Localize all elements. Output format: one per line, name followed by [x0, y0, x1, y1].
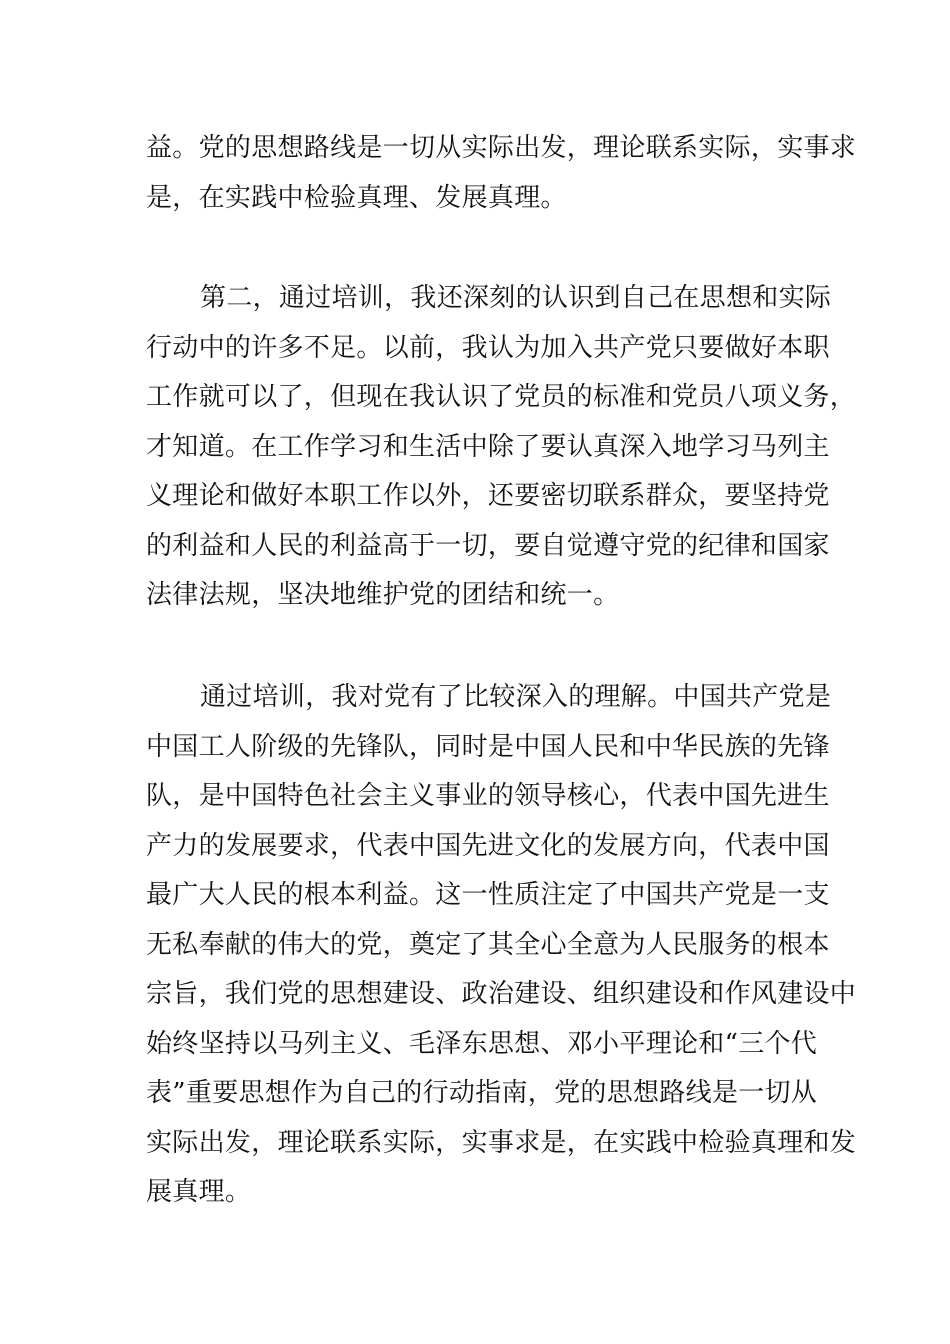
text-line: 始终坚持以马列主义、毛泽东思想、邓小平理论和“三个代 [146, 1028, 818, 1059]
text-line: 工作就可以了，但现在我认识了党员的标准和党员八项义务， [146, 382, 857, 412]
text-line: 中国工人阶级的先锋队，同时是中国人民和中华民族的先锋 [146, 731, 830, 762]
paragraph-3 [146, 673, 857, 1218]
text-line: 是，在实践中检验真理、发展真理。 [146, 182, 567, 213]
text-line: 宗旨，我们党的思想建设、政治建设、组织建设和作风建设中 [146, 979, 857, 1009]
text-line: 队，是中国特色社会主义事业的领导核心，代表中国先进生 [146, 781, 830, 811]
text-line: 实际出发，理论联系实际，实事求是，在实践中检验真理和发 [146, 1127, 857, 1158]
paragraph-1 [146, 124, 857, 223]
paragraph-2 [146, 274, 857, 621]
text-line: 法律法规，坚决地维护党的团结和统一。 [146, 580, 620, 610]
text-line: 表”重要思想作为自己的行动指南，党的思想路线是一切从 [146, 1078, 818, 1108]
text-line: 义理论和做好本职工作以外，还要密切联系群众，要坚持党 [146, 481, 830, 511]
text-line: 无私奉献的伟大的党，奠定了其全心全意为人民服务的根本 [146, 929, 830, 960]
text-line: 最广大人民的根本利益。这一性质注定了中国共产党是一支 [146, 880, 830, 910]
text-line: 产力的发展要求，代表中国先进文化的发展方向，代表中国 [146, 830, 830, 861]
text-line: 的利益和人民的利益高于一切，要自觉遵守党的纪律和国家 [146, 530, 830, 561]
text-line: 行动中的许多不足。以前，我认为加入共产党只要做好本职 [146, 332, 830, 363]
text-line: 通过培训，我对党有了比较深入的理解。中国共产党是 [200, 682, 832, 712]
text-line: 第二，通过培训，我还深刻的认识到自己在思想和实际 [200, 283, 832, 313]
text-line: 展真理。 [146, 1177, 252, 1207]
text-line: 益。党的思想路线是一切从实际出发，理论联系实际，实事求 [146, 133, 857, 163]
text-line: 才知道。在工作学习和生活中除了要认真深入地学习马列主 [146, 431, 830, 462]
